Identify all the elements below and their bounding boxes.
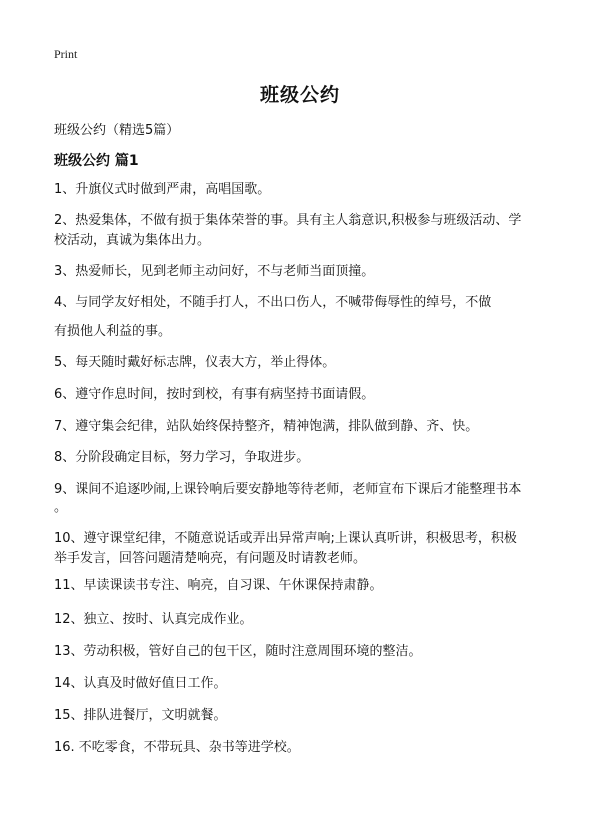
rule-item-continued: 有损他人利益的事。	[54, 324, 172, 339]
rule-item: 15、排队进餐厅，文明就餐。	[54, 708, 227, 723]
rule-item: 11、早读课读书专注、响亮，自习课、午休课保持肃静。	[54, 578, 383, 593]
rule-item: 10、遵守课堂纪律，不随意说话或弄出异常声响;上课认真听讲，积极思考，积极	[54, 531, 517, 546]
rule-item: 4、与同学友好相处，不随手打人，不出口伤人，不喊带侮辱性的绰号，不做	[54, 295, 492, 310]
rule-item-continued: 校活动，真诚为集体出力。	[54, 233, 211, 248]
rule-item: 9、课间不追逐吵闹,上课铃响后要安静地等待老师，老师宣布下课后才能整理书本	[54, 482, 522, 497]
rule-item: 1、升旗仪式时做到严肃，高唱国歌。	[54, 182, 271, 197]
rule-item: 5、每天随时戴好标志牌，仪表大方，举止得体。	[54, 355, 336, 370]
rule-item: 7、遵守集会纪律，站队始终保持整齐，精神饱满，排队做到静、齐、快。	[54, 419, 479, 434]
rule-item: 3、热爱师长，见到老师主动问好，不与老师当面顶撞。	[54, 264, 375, 279]
rule-item-continued: 举手发言，回答问题清楚响亮，有问题及时请教老师。	[54, 551, 367, 566]
rule-item: 16. 不吃零食，不带玩具、杂书等进学校。	[54, 740, 300, 755]
section-heading: 班级公约 篇1	[54, 153, 139, 169]
rule-item-continued: 。	[54, 500, 68, 515]
rule-item: 2、热爱集体，不做有损于集体荣誉的事。具有主人翁意识,积极参与班级活动、学	[54, 213, 522, 228]
print-link[interactable]: Print	[54, 47, 78, 61]
page-title: 班级公约	[259, 84, 340, 106]
rule-item: 12、独立、按时、认真完成作业。	[54, 612, 253, 627]
document-subtitle: 班级公约（精选5篇）	[54, 123, 180, 138]
rule-item: 6、遵守作息时间，按时到校，有事有病坚持书面请假。	[54, 387, 375, 402]
rule-item: 13、劳动积极，管好自己的包干区，随时注意周围环境的整洁。	[54, 644, 422, 659]
rule-item: 8、分阶段确定目标，努力学习，争取进步。	[54, 450, 310, 465]
rule-item: 14、认真及时做好值日工作。	[54, 676, 227, 691]
